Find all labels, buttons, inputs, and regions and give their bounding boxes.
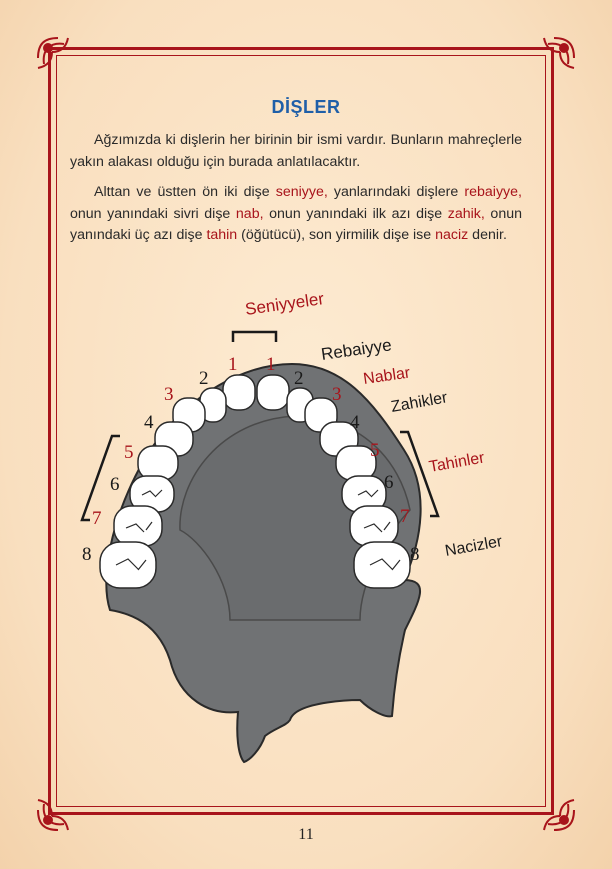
number-right-1: 1 — [266, 354, 276, 375]
page-title: DİŞLER — [271, 97, 341, 117]
seniyyeler-bracket — [233, 332, 276, 342]
number-right-8: 8 — [410, 544, 420, 565]
number-right-4: 4 — [350, 412, 360, 433]
intro-paragraph: Ağzımızda ki dişlerin her birinin bir ismi vardır. Bunların mahreçlerle yakın alakası olduğu için burada anlatılacaktır. — [70, 132, 522, 170]
text-segment: denir. — [468, 227, 507, 243]
tooth-right-1 — [257, 375, 289, 410]
text-segment: onun yanındaki ilk azı dişe — [263, 205, 448, 222]
tooth-right-8 — [354, 542, 410, 588]
text-segment: (öğütücü), son yirmilik dişe ise — [237, 227, 436, 243]
label-nablar: Nablar — [362, 364, 412, 388]
number-left-2: 2 — [199, 368, 209, 389]
teeth-diagram — [60, 280, 550, 780]
text-segment: Alttan ve üstten ön iki dişe — [94, 184, 276, 200]
number-right-5: 5 — [370, 440, 380, 461]
term-tahin: tahin — [206, 227, 238, 243]
number-left-3: 3 — [164, 384, 174, 405]
number-left-5: 5 — [124, 442, 134, 463]
text-segment: onun yanındaki üç azı dişe — [70, 205, 522, 243]
label-nacizler: Nacizler — [443, 533, 504, 560]
label-seniyyeler: Seniyyeler — [243, 289, 326, 319]
label-rebaiyye: Rebaiyye — [319, 335, 393, 364]
page-number: 11 — [298, 826, 314, 843]
tooth-left-8 — [100, 542, 156, 588]
teeth-names-paragraph — [70, 182, 522, 247]
corner-ornament-top-left — [34, 34, 80, 80]
term-nab: nab, — [235, 205, 264, 222]
number-left-7: 7 — [92, 508, 102, 529]
text-segment: onun yanındaki sivri dişe — [70, 205, 236, 222]
number-right-3: 3 — [332, 384, 342, 405]
tooth-left-1 — [223, 375, 255, 410]
term-rebaiyye: rebaiyye, — [464, 184, 522, 200]
number-left-1: 1 — [228, 354, 238, 375]
term-zahik: zahik, — [447, 205, 485, 222]
number-right-2: 2 — [294, 368, 304, 389]
number-left-8: 8 — [82, 544, 92, 565]
label-tahinler: Tahinler — [427, 449, 486, 476]
tooth-left-5 — [138, 446, 178, 480]
number-right-7: 7 — [400, 506, 410, 527]
number-right-6: 6 — [384, 472, 394, 493]
corner-ornament-top-right — [532, 34, 578, 80]
term-naciz: naciz — [435, 227, 469, 243]
term-seniyye: seniyye, — [275, 184, 328, 200]
number-left-6: 6 — [110, 474, 120, 495]
label-zahikler: Zahikler — [389, 389, 449, 416]
text-segment: yanlarındaki dişlere — [327, 184, 465, 200]
tooth-right-7 — [350, 506, 398, 546]
number-left-4: 4 — [144, 412, 154, 433]
